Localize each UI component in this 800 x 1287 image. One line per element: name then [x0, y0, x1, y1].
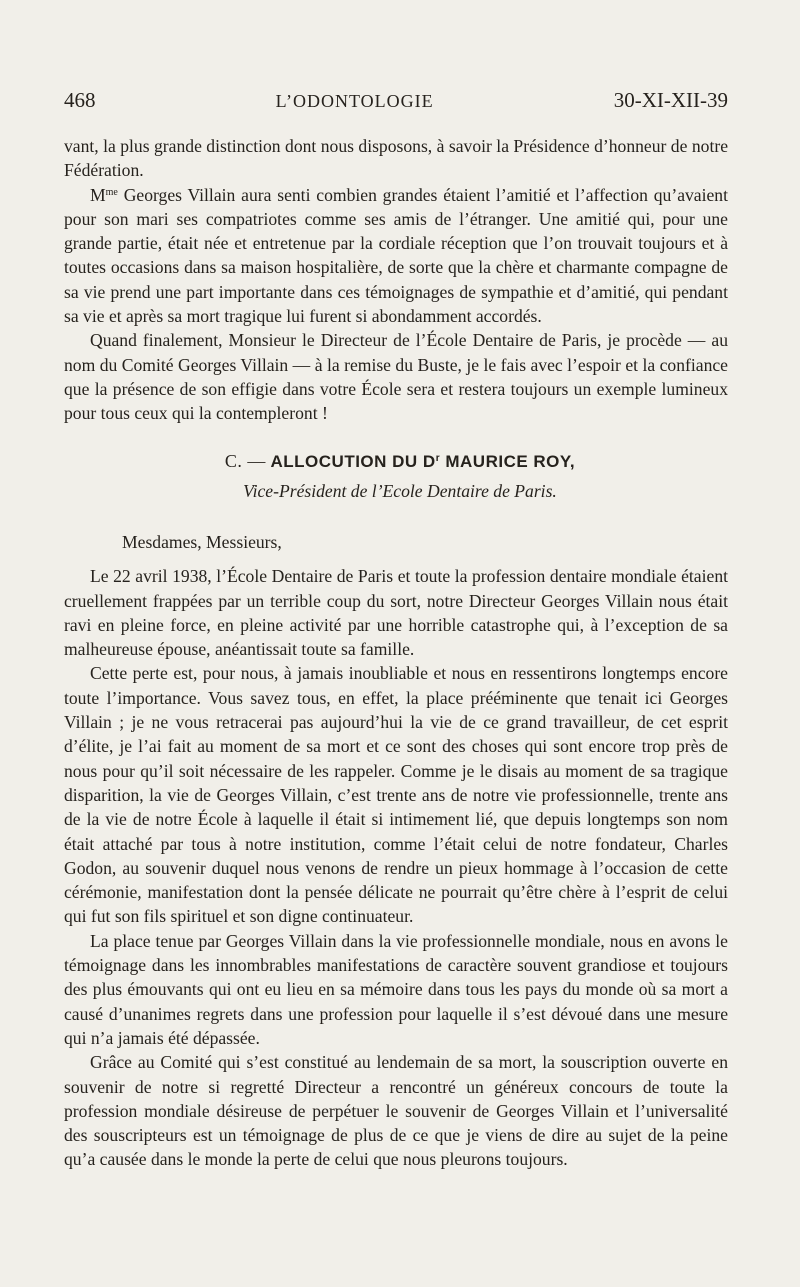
paragraph: Quand finalement, Monsieur le Directeur de l’École Dentaire de Paris, je procède — au nom du Comité Georges Villain — à la remise du Buste, je le fais avec l’espoir et la confiance que la présence de son effigie dans votre École sera et restera toujours un exemple lumineux pour tous ceux qui la contempleront ! [64, 330, 728, 424]
text-block-bottom [64, 530, 728, 1172]
page-number: 468 [64, 88, 96, 112]
text-block-top [64, 134, 728, 426]
salutation: Mesdames, Messieurs, [122, 532, 282, 552]
paragraph: Cette perte est, pour nous, à jamais inoubliable et nous en ressentirons longtemps encore toute l’importance. Vous savez tous, en effet, la place prééminente que tenait ici Georges Villain ; je ne vous retracerai pas aujourd’hui la vie de ce grand travailleur, de cet esprit d’élite, je l’ai fait au moment de sa mort et ce sont des choses qui sont encore trop près de nous pour qu’il soit nécessaire de les rappeler. Comme je le disais au moment de sa tragique disparition, la vie de Georges Villain, c’est trente ans de notre vie professionnelle, trente ans de la vie de notre École à laquelle il était si intimement lié, que depuis longtemps son nom était attaché par tous à notre institution, comme l’était celui de notre fondateur, Charles Godon, au souvenir duquel nous venons de rendre un pieux hommage à l’occasion de cette cérémonie, manifestation dont la pensée délicate ne pourrait qu’être chère à l’esprit de celui qui fut son fils spirituel et son digne continuateur. [64, 663, 728, 927]
journal-title: L’ODONTOLOGIE [275, 91, 434, 111]
paragraph: vant, la plus grande distinction dont nous disposons, à savoir la Présidence d’honneur de notre Fédération. [64, 136, 728, 181]
paragraph: $M^{me}$ Georges Villain aura senti combien grandes étaient l’amitié et l’affection qu’avaient pour son mari ses compatriotes comme ses amis de l’étranger. Une amitié qui, pour une grande partie, était née et entretenue par la cordiale réception que l’on trouvait toujours et à toutes occasions dans sa maison hospitalière, de sorte que la chère et charmante compagne de sa vie prend une part importante dans ces témoignages de sympathie et d’amitié, qui pendant sa vie et après sa mort tragique lui furent si abondamment accordés. [64, 184, 728, 327]
section-heading: C. — ALLOCUTION DU $D^r$ MAURICE ROY, [224, 451, 576, 471]
issue-date: 30-XI-XII-39 [613, 88, 728, 112]
paragraph: La place tenue par Georges Villain dans la vie professionnelle mondiale, nous en avons le témoignage dans les innombrables manifestations de caractère souvent grandiose et toujours des plus émouvants qui ont eu lieu en sa mémoire dans tous les pays du monde où sa mort a causé d’unanimes regrets dans une profession pour laquelle il s’est dévoué dans une mesure qui n’a jamais été dépassée. [64, 930, 728, 1048]
running-head [64, 88, 728, 113]
paragraph: Grâce au Comité qui s’est constitué au lendemain de sa mort, la souscription ouverte en souvenir de notre si regretté Directeur a rencontré un généreux concours de toute la profession mondiale désireuse de perpétuer le souvenir de Georges Villain et l’universalité des souscripteurs est un témoignage de plus de ce que je viens de dire au sujet de la peine qu’a causée dans le monde la perte de celui que nous pleurons toujours. [64, 1052, 728, 1170]
title-abbreviation: $M^{me}$ [90, 184, 118, 205]
section-subtitle: Vice-Président de l’Ecole Dentaire de Paris. [243, 481, 557, 501]
paragraph: Le 22 avril 1938, l’École Dentaire de Paris et toute la profession dentaire mondiale étaient cruellement frappées par un terrible coup du sort, notre Directeur Georges Villain nous était ravi en pleine force, en pleine activité par une horrible catastrophe qui, à l’exception de sa malheureuse épouse, anéantissait toute sa famille. [64, 566, 728, 660]
